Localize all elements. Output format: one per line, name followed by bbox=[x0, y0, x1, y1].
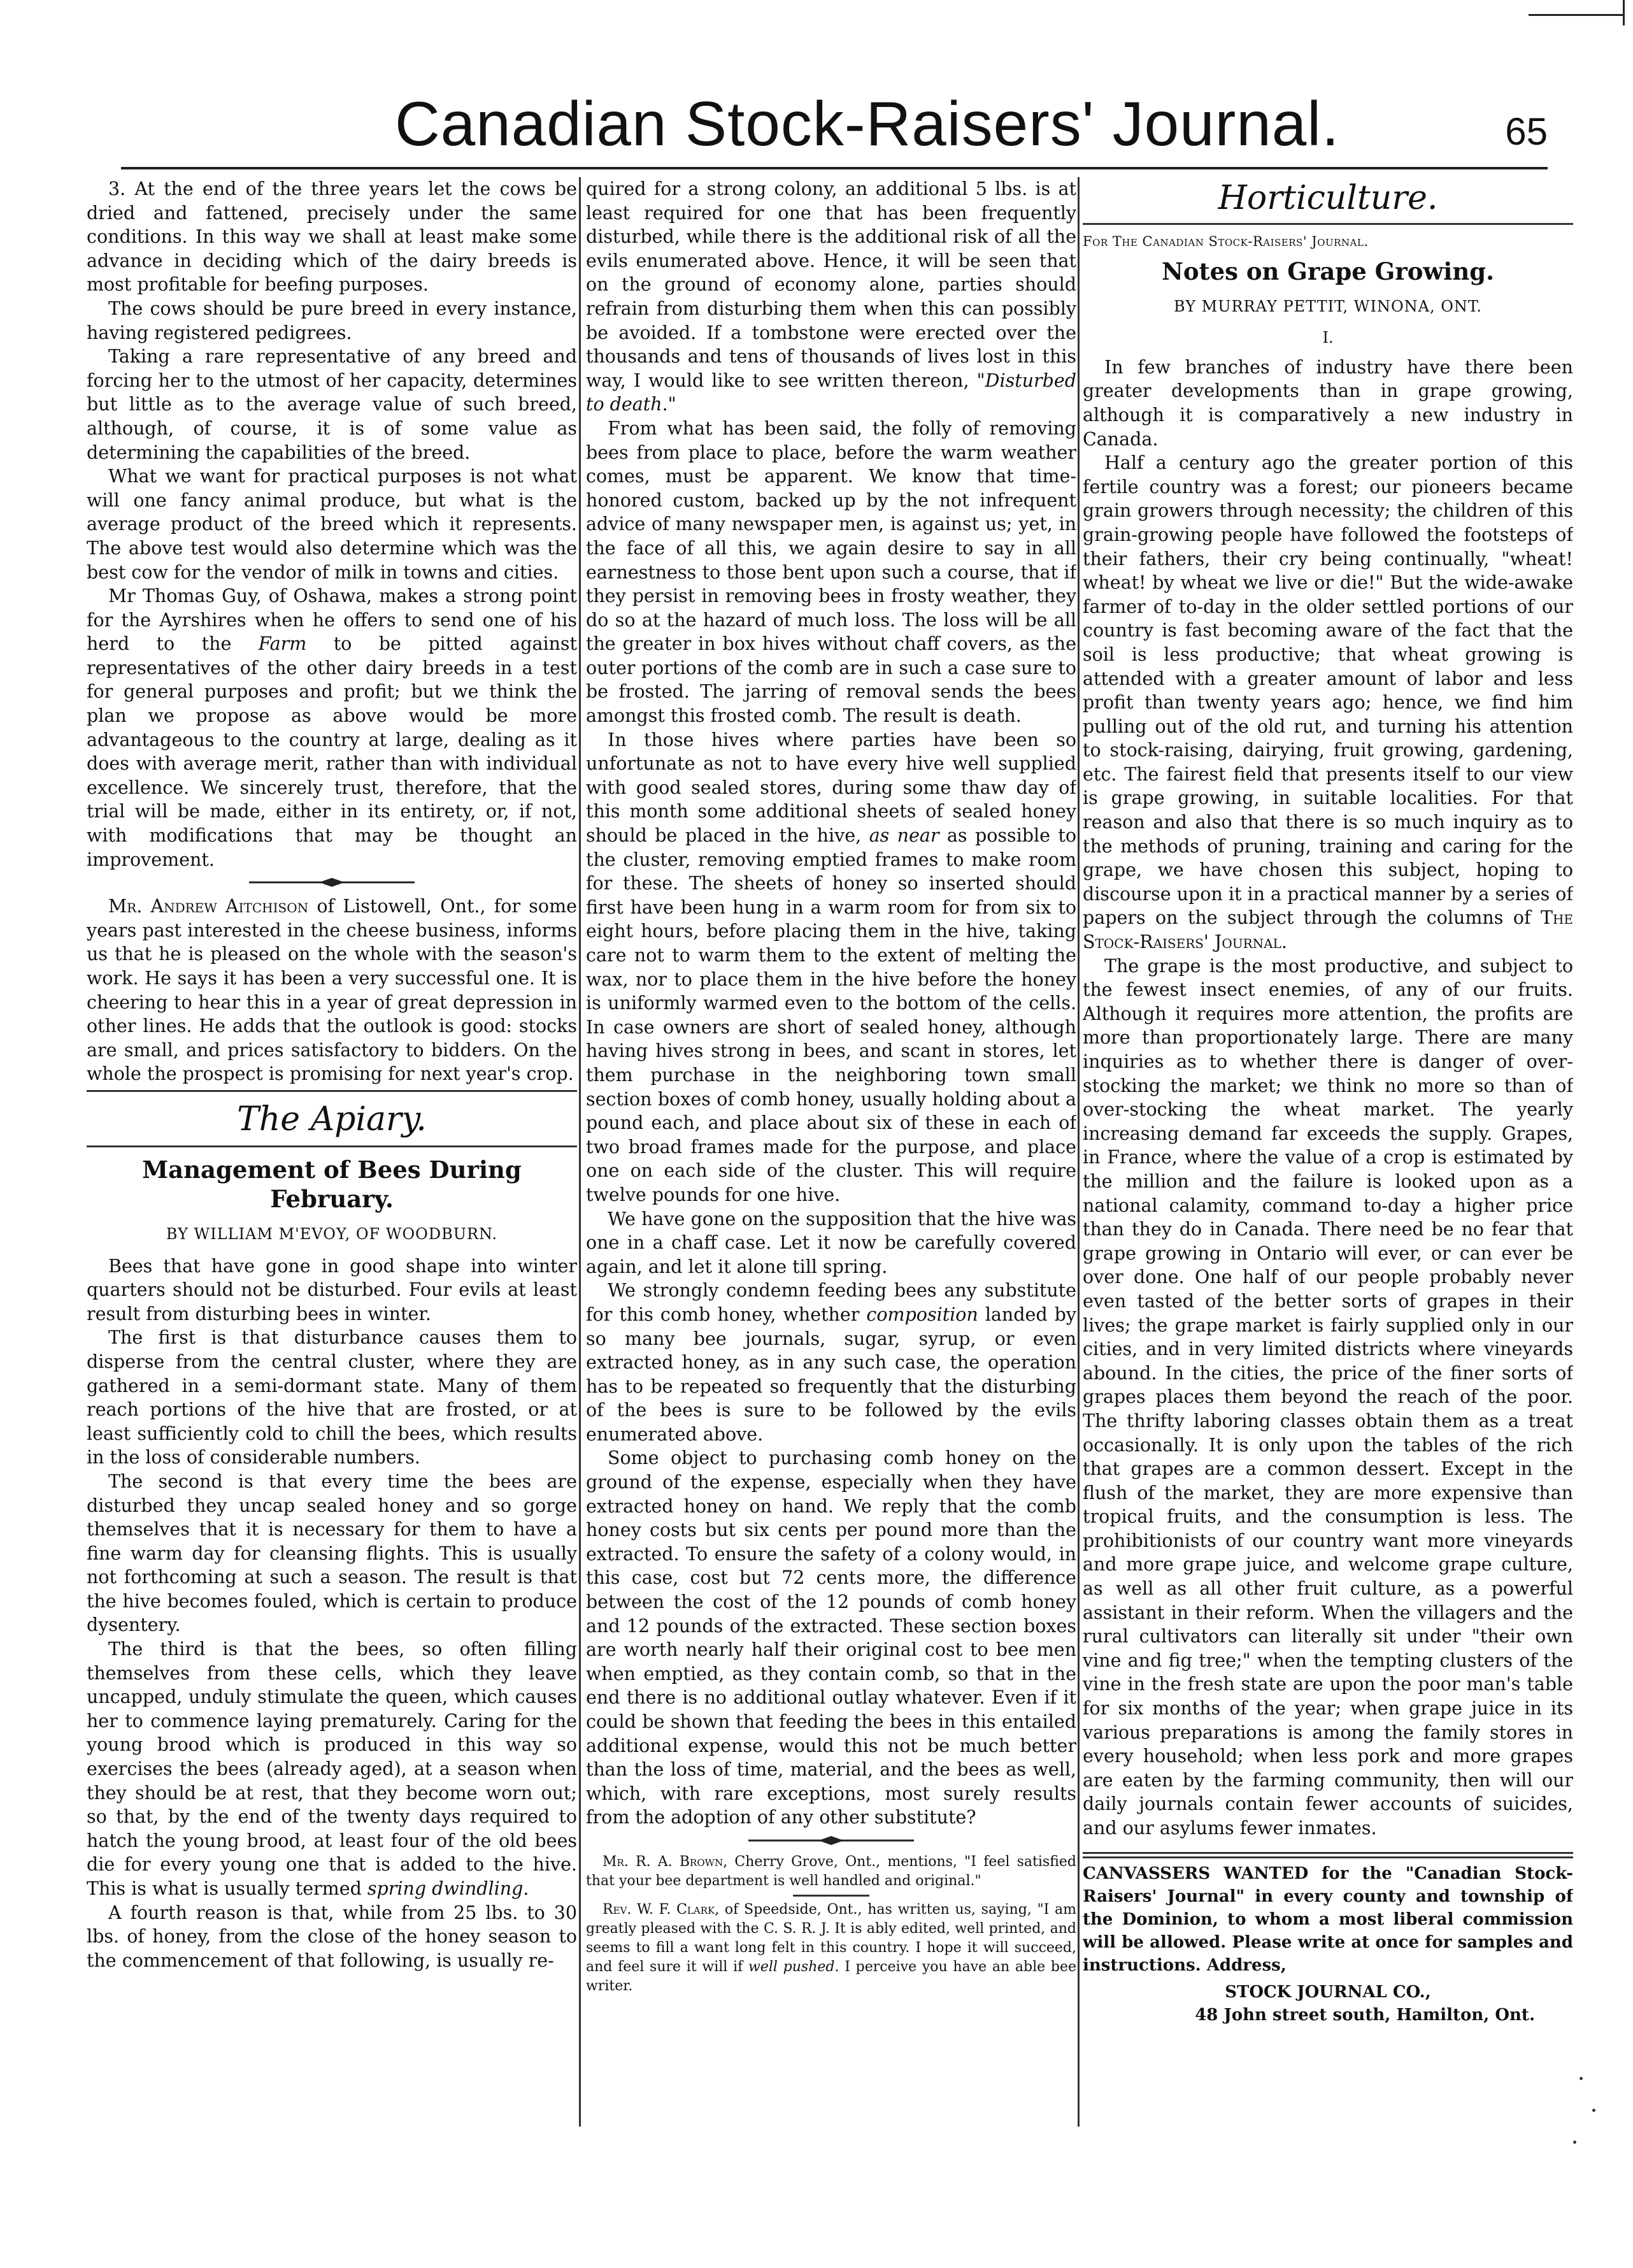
article-byline: BY MURRAY PETTIT, WINONA, ONT. bbox=[1173, 297, 1482, 315]
paragraph: 3. At the end of the three years let the cows be dried and fattened, precisely under the same conditions. In this way we shall at least make some advance in deciding which of the dairy breeds is most profitable for beefing purposes. bbox=[87, 178, 577, 296]
print-speck bbox=[1573, 2141, 1576, 2144]
reader-note bbox=[586, 1853, 1076, 1891]
ad-rule-top-double bbox=[1083, 1856, 1573, 1858]
text-run: ." bbox=[662, 394, 676, 415]
paragraph: Taking a rare representative of any breed and forcing her to the utmost of her capacity, determines but little as to the average value of such breed, although, of course, it is of some value as determining the capabilities of the breed. bbox=[87, 346, 577, 463]
short-rule bbox=[793, 1895, 869, 1897]
text-run: . bbox=[1281, 931, 1287, 953]
person-name: Rev. W. F. Clark bbox=[603, 1901, 715, 1918]
part-numeral: I. bbox=[1322, 329, 1334, 347]
person-name: Mr. Andrew Aitchison bbox=[108, 896, 309, 917]
masthead bbox=[121, 83, 1548, 166]
text-run: . bbox=[523, 1878, 529, 1899]
text-run: Half a century ago the greater portion of this fertile country was a forest; our pioneers became grain growers through necessity; the children of this grain-growing people have followed the footsteps of their fathers, their cry being continually, "wheat! wheat! by wheat we live or die!" But the wide-awake farmer of to-day in the older settled portions of our country is fast becoming aware of the fact that the soil is less productive; that wheat growing is attended with a greater amount of labor and less profit than twenty years ago; hence, we find him pulling out of the old rut, and turning his attention to stock-raising, dairying, fruit growing, gardening, etc. The fairest field that presents itself to our view is grape growing, in suitable localities. For that reason and also that there is so much inquiry as to the methods of pruning, training and caring for the grape, we have chosen this subject, hoping to discourse upon it in a practical manner by a series of papers on the subject through the columns of bbox=[1083, 452, 1573, 929]
text-run: Mr Thomas Guy, of Oshawa, makes a strong point for the Ayrshires when he offers to send one of his herd to the bbox=[87, 585, 577, 655]
paragraph: The second is that every time the bees are disturbed they uncap sealed honey and so gorge themselves that it is necessary for them to have a fine warm day for cleansing flights. This is usually not forthcoming at such a season. The result is that the hive becomes fouled, which is certain to produce dysentery. bbox=[87, 1470, 577, 1636]
paragraph bbox=[586, 177, 1076, 417]
page-edge-mark-horizontal bbox=[1529, 14, 1624, 16]
text-run: to be pitted against representatives of the other dairy breeds in a test for general purposes and profit; but we think the plan we propose as above would be more advantageous to the country at large, dealing as it does with average merit, rather than with individual excellence. We sincerely trust, therefore, that the trial will be made, either in its entirety, or, if not, with modifications that may be thought an improvement. bbox=[87, 633, 577, 870]
paragraph: From what has been said, the folly of removing bees from place to place, before the warm weather comes, must be apparent. We know that time-honored custom, backed up by the not infrequent advice of many newspaper men, is against us; yet, in the face of all this, we again desire to say in all earnestness to those bent upon such a course, that if they persist in removing bees in frosty weather, they do so at the hazard of much loss. The loss will be all the greater in box hives without chaff covers, as the outer portions of the comb are in such a case sure to be frosted. The jarring of removal sends the bees amongst this frosted comb. The result is death. bbox=[586, 417, 1076, 727]
masthead-rule bbox=[121, 167, 1548, 169]
print-speck bbox=[1580, 2077, 1583, 2080]
paragraph bbox=[87, 584, 577, 872]
text-run: , Cherry Grove, Ont., mentions, "I feel satisfied that your bee department is well handled and original." bbox=[586, 1853, 1076, 1889]
text-run: as possible to the cluster, removing emptied frames to make room for these. The sheets of honey so inserted should first have been hung in a warm room for from six to eight hours, before placing them in the hive, taking care not to warm them to the extent of melting the wax, nor to place them in the hive before the honey is uniformly warmed even to the bottom of the cells. In case owners are short of sealed honey, although having hives strong in bees, and scant in stores, let them purchase in the neighboring town small section boxes of comb honey, usually holding about a pound each, and place about six of these in each of two broad frames made for the purpose, and place one on each side of the cluster. This will require twelve pounds for one hive. bbox=[586, 825, 1076, 1205]
text-run: We strongly condemn feeding bees any substitute for this comb honey, whether bbox=[586, 1280, 1076, 1325]
emphasis: as near bbox=[869, 825, 939, 847]
text-run: The third is that the bees, so often filling themselves from these cells, which they leave uncapped, unduly stimulate the queen, which causes her to commence laying prematurely. Caring for the young brood which is produced in this way so exercises the bees (already aged), at a season when they should be at rest, that they become worn out; so that, by the end of the twenty days required to hatch the young brood, at least four of the old bees die for every young one that is added to the hive. This is what is usually termed bbox=[87, 1639, 577, 1899]
ad-address: 48 John street south, Hamilton, Ont. bbox=[1195, 2005, 1535, 2025]
emphasis: Disturbed to death bbox=[586, 370, 1076, 415]
emphasis: well pushed bbox=[748, 1958, 835, 1975]
section-title: Horticulture. bbox=[1218, 179, 1438, 217]
paragraph: The grape is the most productive, and subject to the fewest insect enemies, of any of our fruits. Although it requires more attention, the profits are more than proportionately large. There are many inquiries as to whether there is danger of over-stocking the market; we think no more so than of over-stocking the wheat market. The yearly increasing demand far exceeds the supply. Grapes, in France, where the value of a crop is estimated by the million and the failure is looked upon as a national calamity, command to-day a higher price than they do in Canada. There need be no fear that grape growing in Ontario will ever, or can ever be over done. One half of our people probably never even tasted of the better sorts of grapes in their lives; the grape market is fairly supplied only in our cities, and in very limited districts where vineyards abound. In the cities, the price of the finer sorts of grapes places them beyond the reach of the poor. The thrifty laboring classes obtain them as a treat occasionally. It is only upon the tables of the rich that grapes are a common dessert. Except in the flush of the market, they are more expensive than tropical fruits, and the consumption is less. The prohibitionists of our country want more vineyards and more grape juice, and welcome grape culture, as well as all other fruit culture, as a powerful assistant in their reform. When the villagers and the rural cultivators can literally sit under "their own vine and fig tree;" when the tempting clusters of the vine in the fresh state are upon the poor man's table for six months of the year; when grape juice in its various preparations is among the family stores in every household; when less pork and more grapes are eaten by the farming community, then will our daily journals contain fewer accounts of suicides, and our asylums fewer inmates. bbox=[1083, 955, 1573, 1839]
column-1 bbox=[87, 177, 577, 2200]
page-number: 65 bbox=[1505, 110, 1548, 153]
text-run: , of Speedside, Ont., has written us, saying, "I am greatly pleased with the C. S. R. J. It is ably edited, well printed, and seems to fill a want long felt in this country. I hope it will succeed, and feel sure it will if bbox=[586, 1901, 1076, 1975]
page-edge-mark bbox=[1623, 0, 1625, 25]
reader-notes bbox=[586, 1853, 1076, 1996]
ad-text: CANVASSERS WANTED for the "Canadian Stock-Raisers' Journal" in every county and township of the Dominion, to whom a most liberal commission will be allowed. Please write at once for samples and instructions. Address, bbox=[1083, 1863, 1573, 1975]
reader-note bbox=[586, 1900, 1076, 1996]
divider-ornament bbox=[742, 1835, 920, 1846]
paragraph bbox=[1083, 451, 1573, 954]
section-title: The Apiary. bbox=[237, 1100, 427, 1138]
column-rule-2 bbox=[1078, 177, 1080, 2127]
emphasis: composition bbox=[866, 1303, 978, 1325]
paragraph: Some object to purchasing comb honey on the ground of the expense, especially when they have extracted honey on hand. We reply that the comb honey costs but six cents per pound more than the extracted. To ensure the safety of a colony would, in this case, cost but 72 cents more, the difference between the cost of the 12 pounds of comb honey and 12 pounds of the extracted. These section boxes are worth nearly half their original cost to bee men when emptied, as they contain comb, so that in the end there is no additional outlay whatever. Even if it could be shown that feeding the bees in this entailed additional expense, would this not be much better than the loss of time, material, and the bees as well, which, with rare exceptions, most surely results from the adoption of any other substitute? bbox=[586, 1447, 1076, 1828]
divider-ornament bbox=[243, 877, 421, 888]
text-run: In those hives where parties have been so unfortunate as not to have every hive well supplied with good sealed stores, during some thaw day of this month some additional sheets of sealed honey should be placed in the hive, bbox=[586, 729, 1076, 847]
column-2 bbox=[586, 177, 1076, 2200]
section-header-apiary bbox=[87, 1090, 577, 1147]
paragraph: What we want for practical purposes is not what will one fancy animal produce, but what is the average product of the breed which it represents. The above test would also determine which was the best cow for the vendor of milk in towns and cities. bbox=[87, 466, 577, 583]
contributor-line: For The Canadian Stock-Raisers' Journal. bbox=[1083, 234, 1369, 249]
article-headline: Management of Bees During February. bbox=[142, 1155, 522, 1213]
article-headline: Notes on Grape Growing. bbox=[1162, 257, 1494, 285]
paragraph: The first is that disturbance causes them to disperse from the central cluster, where they are gathered in a semi-dormant state. Many of them reach portions of the hive that are frosted, or at least sufficiently cold to chill the bees, which results in the loss of considerable numbers. bbox=[87, 1327, 577, 1468]
text-run: landed by so many bee journals, sugar, syrup, or even extracted honey, as in any such case, the operation has to be repeated so frequently that the disturbing of the bees is sure to be followed by the evils enumerated above. bbox=[586, 1303, 1076, 1445]
text-run: . I perceive you have an able bee writer. bbox=[586, 1958, 1076, 1994]
journal-title: Canadian Stock-Raisers' Journal. bbox=[395, 89, 1340, 159]
paragraph: In few branches of industry have there been greater developments than in grape growing, although it is comparatively a new industry in Canada. bbox=[1083, 356, 1573, 450]
section-rule bbox=[1083, 223, 1573, 225]
column-rule-1 bbox=[579, 177, 581, 2127]
paragraph bbox=[87, 894, 577, 1086]
column-3 bbox=[1083, 177, 1573, 2200]
paragraph bbox=[586, 1279, 1076, 1446]
emphasis: Farm bbox=[258, 633, 307, 655]
paragraph: Bees that have gone in good shape into winter quarters should not be disturbed. Four evils at least result from disturbing bees in winter. bbox=[87, 1255, 577, 1324]
article-byline: BY WILLIAM M'EVOY, OF WOODBURN. bbox=[166, 1224, 498, 1243]
journal-name: The Stock-Raisers' Journal bbox=[1083, 907, 1573, 953]
paragraph bbox=[87, 1637, 577, 1901]
text-run: quired for a strong colony, an additional 5 lbs. is at least required for one that has been frequently disturbed, while there is the additional risk of all the evils enumerated above. Hence, it will be seen that on the ground of economy alone, parties should refrain from disturbing them when this can possibly be avoided. If a tombstone were erected over the thousands and tens of thousands of lives lost in this way, I would like to see written thereon, " bbox=[586, 178, 1076, 391]
canvassers-advertisement bbox=[1083, 1862, 1573, 2027]
emphasis: spring dwindling bbox=[367, 1878, 524, 1899]
paragraph: We have gone on the supposition that the hive was one in a chaff case. Let it now be carefully covered again, and let it alone till spring. bbox=[586, 1208, 1076, 1277]
text-run: of Listowell, Ont., for some years past interested in the cheese business, informs us that he is pleased on the whole with the season's work. He says it has been a very successful one. It is cheering to hear this in a year of great depression in other lines. He adds that the outlook is good: stocks are small, and prices satisfactory to bidders. On the whole the prospect is promising for next year's crop. bbox=[87, 896, 577, 1085]
ad-company: STOCK JOURNAL CO., bbox=[1225, 1982, 1431, 2002]
paragraph: A fourth reason is that, while from 25 lbs. to 30 lbs. of honey, from the close of the honey season to the commencement of that following, is usually re- bbox=[87, 1902, 577, 1971]
person-name: Mr. R. A. Brown bbox=[603, 1853, 724, 1870]
print-speck bbox=[1592, 2109, 1595, 2112]
paragraph: The cows should be pure breed in every instance, having registered pedigrees. bbox=[87, 298, 577, 343]
paragraph bbox=[586, 728, 1076, 1207]
ad-rule-top bbox=[1083, 1852, 1573, 1854]
